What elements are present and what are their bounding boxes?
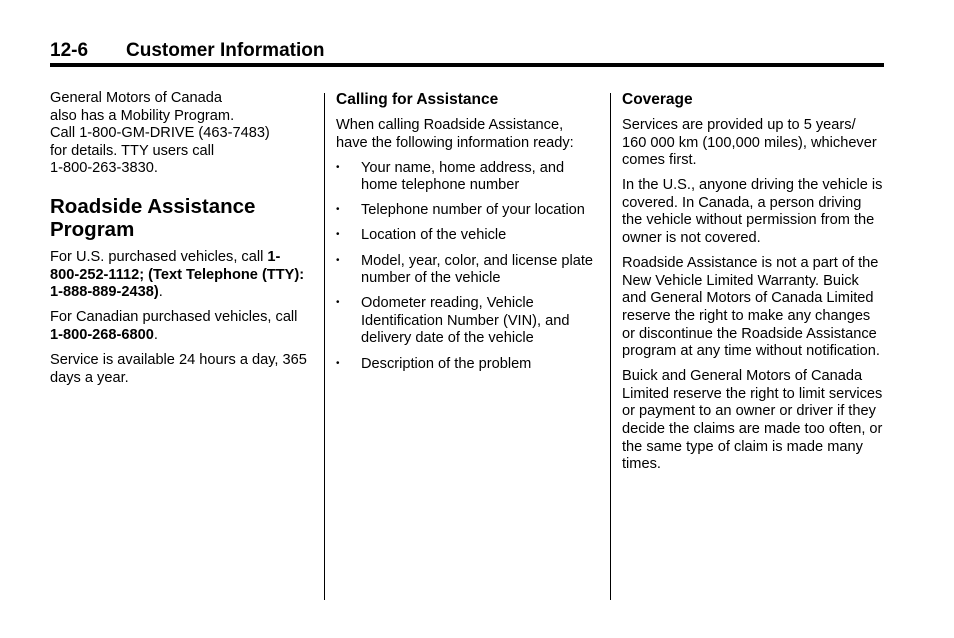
intro-line: 1-800-263-3830.	[50, 160, 158, 177]
info-checklist	[336, 160, 598, 373]
column-divider-1	[324, 93, 325, 600]
column-divider-2	[610, 93, 611, 600]
service-hours-paragraph: Service is available 24 hours a day, 365 days a year.	[50, 351, 307, 386]
bullet-icon: •	[336, 204, 340, 216]
list-item	[336, 253, 598, 288]
list-item	[336, 202, 598, 220]
page-header	[50, 39, 884, 63]
coverage-heading: Coverage	[622, 91, 693, 108]
intro-line: for details. TTY users call	[50, 142, 215, 159]
page-number: 12-6	[50, 40, 89, 61]
canada-phone-number: 1-800-268-6800	[50, 326, 154, 343]
list-item	[336, 227, 598, 245]
list-item	[336, 295, 598, 348]
canada-phone-paragraph	[50, 309, 308, 344]
roadside-assistance-heading: Roadside Assistance Program	[50, 194, 256, 241]
calling-intro-paragraph: When calling Roadside Assistance, have the following information ready:	[336, 117, 574, 151]
mobility-program-paragraph	[50, 90, 308, 178]
bullet-icon: •	[336, 297, 340, 309]
column-right	[622, 90, 884, 481]
coverage-paragraph: Buick and General Motors of Canada Limited reserve the right to limit services or payment to an owner or driver if they decide the claims are made too often, or the same type of claim is made many times.	[622, 368, 883, 473]
bullet-icon: •	[336, 357, 340, 369]
us-phone-paragraph	[50, 249, 308, 302]
column-middle	[336, 90, 598, 381]
section-title: Customer Information	[126, 40, 325, 61]
list-item	[336, 356, 598, 374]
canada-text-suffix: .	[153, 326, 158, 343]
column-left	[50, 90, 308, 395]
coverage-paragraph: Services are provided up to 5 years/ 160 000 km (100,000 miles), whichever comes first.	[622, 117, 877, 169]
list-item-text: Telephone number of your location	[361, 202, 585, 219]
bullet-icon: •	[336, 254, 340, 266]
list-item-text: Odometer reading, Vehicle Identification Number (VIN), and delivery date of the vehicle	[361, 295, 570, 347]
canada-text-prefix: For Canadian purchased vehicles, call	[50, 309, 298, 326]
list-item	[336, 160, 598, 195]
list-item-text: Model, year, color, and license plate number of the vehicle	[361, 252, 594, 287]
us-phone-numbers: 1-800-252-1112; (Text Telephone (TTY): 1-888-889-2438)	[50, 248, 305, 301]
us-text-suffix: .	[158, 284, 163, 301]
intro-line: General Motors of Canada	[50, 90, 222, 106]
intro-line: Call 1-800-GM-DRIVE (463-7483)	[50, 125, 270, 142]
header-rule	[50, 63, 884, 67]
list-item-text: Description of the problem	[361, 355, 532, 372]
calling-for-assistance-heading: Calling for Assistance	[336, 91, 499, 108]
coverage-paragraph: Roadside Assistance is not a part of the New Vehicle Limited Warranty. Buick and General Motors of Canada Limited reserve the right to make any changes or discontinue the Roadside Assistance program at any time without notification.	[622, 255, 880, 360]
us-text-prefix: For U.S. purchased vehicles, call	[50, 248, 268, 265]
coverage-paragraph: In the U.S., anyone driving the vehicle is covered. In Canada, a person driving the vehicle without permission from the owner is not covered.	[622, 177, 883, 247]
bullet-icon: •	[336, 229, 340, 241]
list-item-text: Location of the vehicle	[361, 227, 507, 244]
intro-line: also has a Mobility Program.	[50, 107, 235, 124]
bullet-icon: •	[336, 161, 340, 173]
list-item-text: Your name, home address, and home telephone number	[361, 159, 565, 194]
